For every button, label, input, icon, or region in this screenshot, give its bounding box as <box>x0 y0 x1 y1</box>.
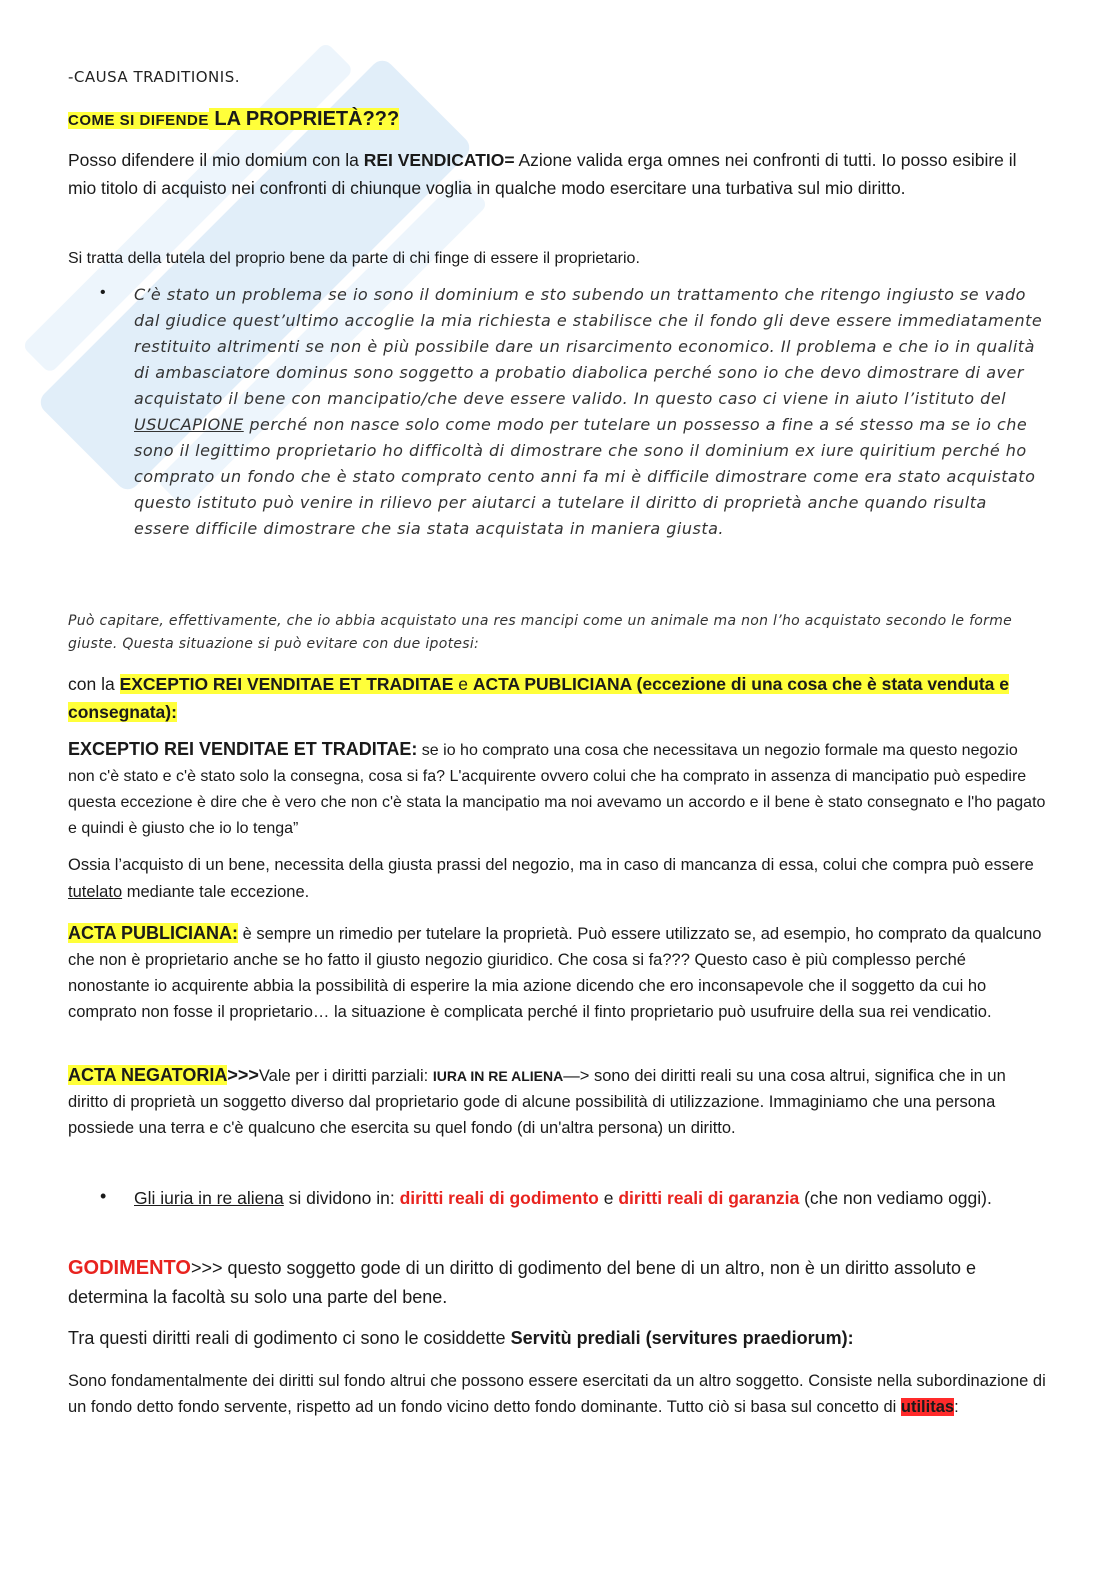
bullet-iura-text <box>134 1184 1044 1212</box>
p11-text-a: Sono fondamentalmente dei diritti sul fondo altrui che possono essere esercitati da un altro soggetto. Consiste nella subordinazione di un fondo detto fondo servente, rispetto ad un fondo vicino detto fondo dominante. Tutto ciò si basa sul concetto di <box>68 1372 1046 1416</box>
heading-big: LA PROPRIETÀ??? <box>214 108 400 130</box>
p4-exceptio: EXCEPTIO REI VENDITAE ET TRADITAE <box>119 674 454 694</box>
paragraph-ossia <box>68 852 1048 906</box>
acta-publiciana-text: è sempre un rimedio per tutelare la proprietà. Può essere utilizzato se, ad esempio, ho comprato da qualcuno che non è proprietario anche se ho fatto il giusto negozio giuridico. Che cosa si fa??? Questo caso è più complesso perché nonostante io acquirente abbia la possibilità di esperire la mia azione dicendo che ero inconsapevole che il soggetto da cui ho comprato non fosse il proprietario… la situazione è complicata perché il finto proprietario può usufruire della sua rei vendicatio. <box>68 925 1042 1021</box>
p6-text-a: Ossia l’acquisto di un bene, necessita della giusta prassi del negozio, ma in caso di mancanza di essa, colui che compra può essere <box>68 856 1034 874</box>
p4-acta: ACTA PUBLICIANA (eccezione di una cosa che è stata venduta e consegnata): <box>68 674 1010 722</box>
p8-text-a: Vale per i diritti parziali: <box>258 1067 433 1085</box>
p1-text-a: Posso difendere il mio domium con la <box>68 150 364 170</box>
exceptio-text: se io ho comprato una cosa che necessitava un negozio formale ma questo negozio non c'è stato e c'è stato solo la consegna, cosa si fa? L'acquirente ovvero colui che ha comprato in assenza di mancipatio può espedire questa eccezione è dire che è vero che non c'è stata la mancipatio ma noi avevamo un accordo e il bene è stato consegnato e l'ho pagato e quindi è giusto che io lo tenga” <box>68 742 1046 837</box>
paragraph-fondo <box>68 1368 1048 1420</box>
bullet-usucapione-text <box>134 282 1044 542</box>
bullet2-text-b: e <box>598 1188 619 1208</box>
bullet-iura <box>68 1184 1048 1212</box>
p10-text-a: Tra questi diritti reali di godimento ci sono le cosiddette <box>68 1328 511 1348</box>
bullet-usucapione <box>68 282 1048 542</box>
acta-publiciana-title: ACTA PUBLICIANA: <box>68 923 238 943</box>
paragraph-exceptio <box>68 736 1048 842</box>
bullet-dot: • <box>100 1186 107 1206</box>
p1-text-c: Azione valida erga omnes nei confronti di tutti. Io posso esibire il mio titolo di acquisto nei confronti di chiunque voglia in qualche modo esercitare una turbativa sul mio diritto. <box>68 150 1017 198</box>
usucapione-term: USUCAPIONE <box>134 415 244 434</box>
paragraph-acta-negatoria <box>68 1062 1048 1141</box>
paragraph-tutela: Si tratta della tutela del proprio bene da parte di chi finge di essere il proprietario. <box>68 250 640 267</box>
paragraph-rei-vendicatio <box>68 146 1048 202</box>
p11-text-c: : <box>954 1398 959 1416</box>
tutelato-term: tutelato <box>68 883 123 901</box>
paragraph-due-ipotesi <box>68 670 1048 726</box>
p6-text-b: mediante tale eccezione. <box>122 883 310 901</box>
bullet1-text-b: perché non nasce solo come modo per tutelare un possesso a fine a sé stesso ma se io che sono il legittimo proprietario ho difficoltà di dimostrare che sono il dominium ex iure quiritium perché ho comprato un fondo che è stato comprato cento anni fa mi è difficile dimostrare come era stato acquistato questo istituto può venire in rilievo per aiutarci a tutelare il diritto di proprietà anche quando risulta essere difficile dimostrare che sia stata acquistata in maniera giusta. <box>134 415 1036 538</box>
paragraph-res-mancipi: Può capitare, effettivamente, che io abbia acquistato una res mancipi come un animale ma non l’ho acquistato secondo le forme giuste. Questa situazione si può evitare con due ipotesi: <box>68 613 1013 652</box>
header-text: -CAUSA TRADITIONIS. <box>68 68 240 86</box>
exceptio-title: EXCEPTIO REI VENDITAE ET TRADITAE: <box>68 739 418 759</box>
section-heading <box>68 104 1048 136</box>
bullet2-text-a: si dividono in: <box>283 1188 400 1208</box>
p4-and: e <box>453 674 473 694</box>
godimento-term: diritti reali di godimento <box>399 1188 599 1208</box>
acta-negatoria-arrow: >>> <box>227 1065 259 1085</box>
servitu-prediali: Servitù prediali (servitures praediorum): <box>510 1328 854 1348</box>
p8-text-c: —> sono dei diritti reali su una cosa altrui, significa che in un diritto di proprietà un soggetto diverso dal proprietario gode di alcune possibilità di utilizzazione. Immaginiamo che una persona possiede una terra e c'è qualcuno che esercita su quel fondo (di un'altra persona) un diritto. <box>68 1067 1006 1137</box>
acta-negatoria-title: ACTA NEGATORIA <box>68 1065 228 1085</box>
p1-bold: REI VENDICATIO= <box>363 150 515 170</box>
paragraph-godimento <box>68 1254 1048 1312</box>
godimento-title: GODIMENTO <box>68 1257 191 1279</box>
paragraph-acta-publiciana <box>68 920 1048 1025</box>
p4-text-a: con la <box>68 674 120 694</box>
bullet-dot: • <box>100 284 106 301</box>
bullet1-text-a: C’è stato un problema se io sono il dominium e sto subendo un trattamento che ritengo ingiusto se vado dal giudice quest’ultimo accoglie la mia richiesta e stabilisce che il fondo gli deve essere immediatamente restituito altrimenti se non è più possibile dare un risarcimento economico. Il problema e che io in qualità di ambasciatore dominus sono soggetto a probatio diabolica perché sono io che devo dimostrare di aver acquistato il bene con mancipatio/che deve essere valido. In questo caso ci viene in aiuto l’istituto del <box>134 285 1043 408</box>
heading-small: COME SI DIFENDE <box>68 112 209 129</box>
godimento-text: >>> questo soggetto gode di un diritto di godimento del bene di un altro, non è un diritto assoluto e determina la facoltà su solo una parte del bene. <box>68 1258 977 1307</box>
iuria-term: Gli iuria in re aliena <box>134 1188 284 1208</box>
bullet2-text-c: (che non vediamo oggi). <box>799 1188 992 1208</box>
garanzia-term: diritti reali di garanzia <box>618 1188 800 1208</box>
utilitas-term: utilitas <box>900 1398 955 1416</box>
iura-in-re-aliena: IURA IN RE ALIENA <box>432 1068 564 1084</box>
paragraph-servitu <box>68 1324 1048 1352</box>
